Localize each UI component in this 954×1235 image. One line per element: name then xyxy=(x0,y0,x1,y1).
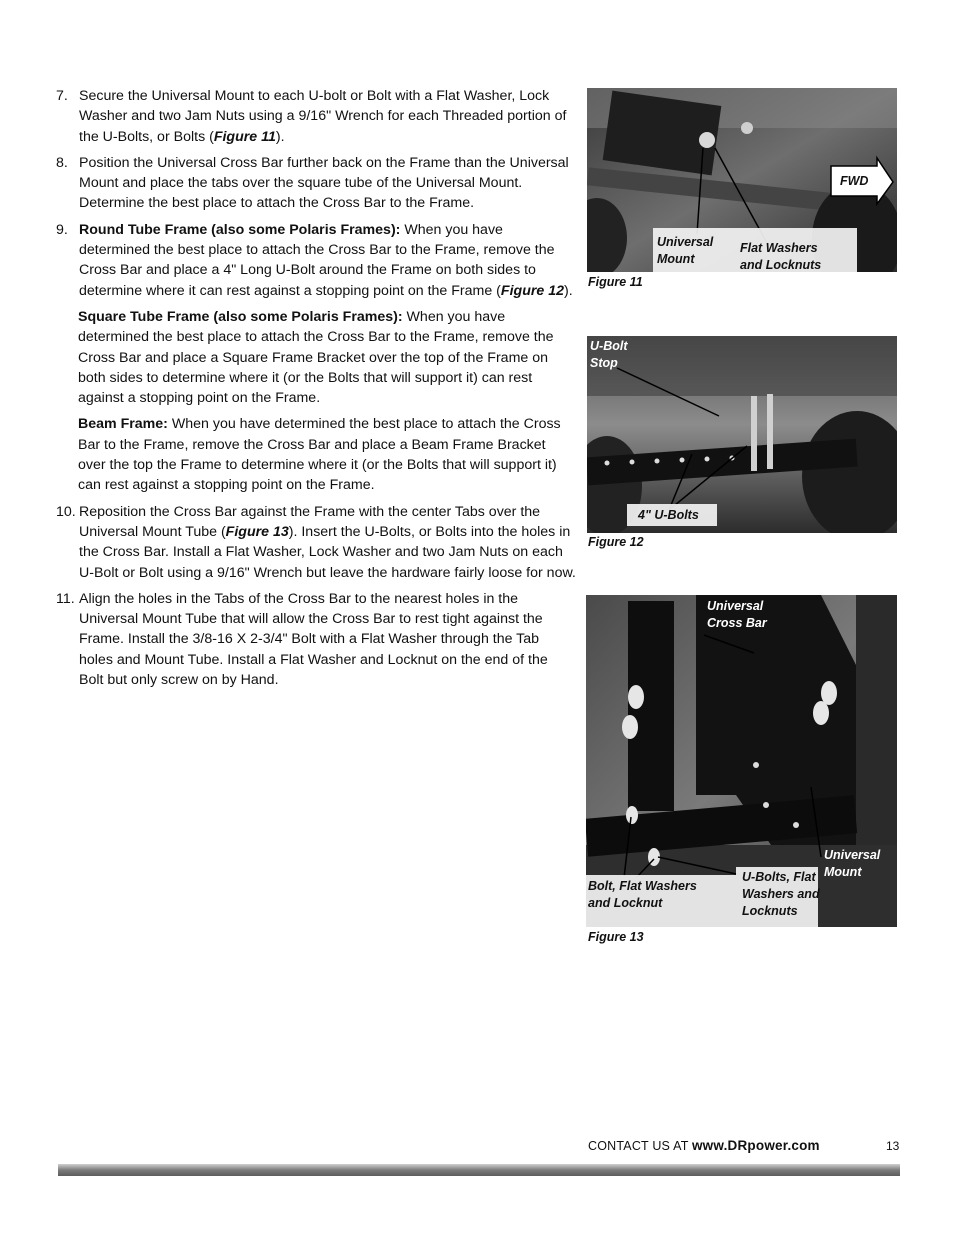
footer-contact xyxy=(588,1138,820,1153)
figure-reference: Figure 13 xyxy=(225,523,289,540)
fig13-label-ubolts: U-Bolts, Flat Washers and Locknuts xyxy=(742,870,820,918)
figure-13-caption: Figure 13 xyxy=(588,930,644,944)
figure-11-caption: Figure 11 xyxy=(588,275,643,289)
fig13-label-mount: Universal Mount xyxy=(824,848,881,879)
footer-contact-label: CONTACT US AT xyxy=(588,1139,692,1153)
step-text: Align the holes in the Tabs of the Cross Bar to the nearest holes in the Universal Mount Tube that will allow the Cross Bar to rest tight against the Frame. Install the 3/8-16 X 2-3/4" Bolt with a Flat Washer through the Tab holes and Mount Tube. Install a Flat Washer and Locknut on the end of the Bolt but only screw on by Hand. xyxy=(79,590,548,689)
step-text: When you have determined the best place to attach the Cross Bar to the Frame, remove the Cross Bar and place a 4" Long U-Bolt around the Frame on both sides to determine where it can rest against a stopping point on the Frame ( xyxy=(79,221,555,299)
step-text: When you have determined the best place to attach the Cross Bar to the Frame, remove the Cross Bar and place a Beam Frame Bracket over the top the Frame to determine where it (or the Bolts that will support it) can rest against a stopping point on the Frame. xyxy=(78,416,561,494)
fig11-label-washers: Flat Washers and Locknuts xyxy=(740,241,822,272)
figure-12-photo xyxy=(587,336,897,533)
step-number: 10. xyxy=(56,503,76,520)
step-item xyxy=(56,153,576,214)
step-heading: Square Tube Frame (also some Polaris Frames): xyxy=(78,308,403,325)
fig12-label-ubolts: 4" U-Bolts xyxy=(638,508,699,522)
fig11-fwd-arrow-label: FWD xyxy=(840,174,869,188)
figure-reference: Figure 12 xyxy=(500,282,564,299)
fig12-label-ubolt-stop: U-Bolt Stop xyxy=(590,339,628,370)
step-number: 7. xyxy=(56,88,68,104)
instructions-column xyxy=(56,86,576,696)
step-text: Secure the Universal Mount to each U-bolt or Bolt with a Flat Washer, Lock Washer and two Jam Nuts using a 9/16" Wrench for each Threaded portion of the U-Bolts, or Bolts ( xyxy=(79,88,567,145)
step-number: 9. xyxy=(56,221,68,238)
fig11-label-mount: Universal Mount xyxy=(657,235,714,266)
step-text: ). xyxy=(564,282,573,299)
fig13-label-crossbar: Universal Cross Bar xyxy=(707,599,767,630)
step-number: 8. xyxy=(56,154,68,171)
step-subparagraph xyxy=(56,414,576,495)
step-subparagraph xyxy=(56,307,576,408)
step-number: 11. xyxy=(56,590,75,607)
step-text: Position the Universal Cross Bar further back on the Frame than the Universal Mount and place the tabs over the square tube of the Universal Mount. Determine the best place to attach the Cross Bar to the Frame. xyxy=(79,154,569,212)
step-heading: Round Tube Frame (also some Polaris Frames): xyxy=(79,221,401,238)
step-text: ). Insert the U-Bolts, or Bolts into the holes in the Cross Bar. Install a Flat Washer, Lock Washer and two Jam Nuts on each U-Bolt or Bolt using a 9/16" Wrench but leave the hardware fairly loose for now. xyxy=(79,523,576,581)
fig13-label-bolt: Bolt, Flat Washers and Locknut xyxy=(588,879,697,910)
page-number: 13 xyxy=(886,1139,900,1153)
step-text: Reposition the Cross Bar against the Frame with the center Tabs over the Universal Mount Tube ( xyxy=(79,503,541,540)
footer-url-link[interactable]: www.DRpower.com xyxy=(691,1138,820,1153)
footer-rule xyxy=(58,1164,900,1176)
step-text: When you have determined the best place to attach the Cross Bar to the Frame, remove the Cross Bar and place a Square Frame Bracket over the top of the Frame on both sides to determine where it (or the Bolts that will support it) can rest against a stopping point on the Frame. xyxy=(78,308,554,407)
step-item xyxy=(56,589,576,690)
step-item xyxy=(56,220,576,301)
step-text: ). xyxy=(275,128,285,145)
step-item xyxy=(56,502,576,583)
figure-reference: Figure 11 xyxy=(213,128,276,145)
step-heading: Beam Frame: xyxy=(78,416,168,433)
figure-12-caption: Figure 12 xyxy=(588,535,644,549)
step-item xyxy=(56,86,576,147)
